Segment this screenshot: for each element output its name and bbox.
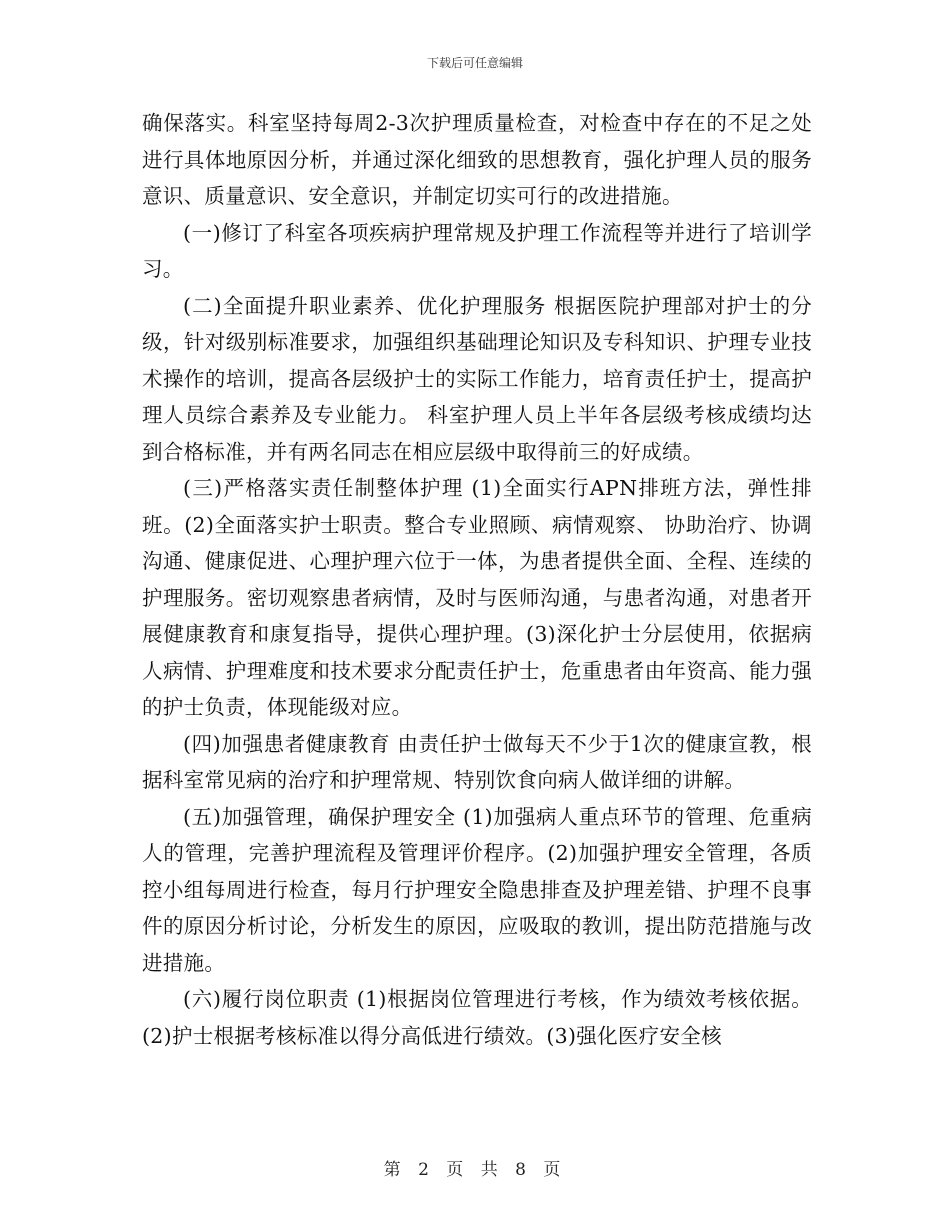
paragraph-section-2: (二)全面提升职业素养、优化护理服务 根据医院护理部对护士的分级，针对级别标准要求，加强组织基础理论知识及专科知识、护理专业技术操作的培训，提高各层级护士的实际工作能力，培育责任护士，提高护理人员综合素养及专业能力。 科室护理人员上半年各层级考核成绩均达到合格标准，并有两名同志在相应层级中取得前三的好成绩。 — [142, 293, 812, 464]
paragraph-continuation: 确保落实。科室坚持每周2-3次护理质量检查，对检查中存在的不足之处进行具体地原因分析，并通过深化细致的思想教育，强化护理人员的服务意识、质量意识、安全意识，并制定切实可行的改进措施。 — [142, 111, 812, 208]
paragraph-section-1: (一)修订了科室各项疾病护理常规及护理工作流程等并进行了培训学习。 — [142, 220, 812, 281]
page-header-note: 下载后可任意编辑 — [426, 56, 523, 70]
paragraph-section-4: (四)加强患者健康教育 由责任护士做每天不少于1次的健康宣教，根据科室常见病的治疗和护理常规、特别饮食向病人做详细的讲解。 — [142, 731, 812, 792]
page-number-footer: 第 2 页 共 8 页 — [383, 1160, 567, 1180]
paragraph-section-3: (三)严格落实责任制整体护理 (1)全面实行APN排班方法，弹性排班。(2)全面落实护士职责。整合专业照顾、病情观察、 协助治疗、协调沟通、健康促进、心理护理六位于一体，为患者提供全面、全程、连续的护理服务。密切观察患者病情，及时与医师沟通，与患者沟通，对患者开展健康教育和康复指导，提供心理护理。(3)深化护士分层使用，依据病人病情、护理难度和技术要求分配责任护士，危重患者由年资高、能力强的护士负责，体现能级对应。 — [142, 476, 812, 719]
paragraph-section-5: (五)加强管理，确保护理安全 (1)加强病人重点环节的管理、危重病人的管理，完善护理流程及管理评价程序。(2)加强护理安全管理，各质控小组每周进行检查，每月行护理安全隐患排查及护理差错、护理不良事件的原因分析讨论，分析发生的原因，应吸取的教训，提出防范措施与改进措施。 — [142, 804, 812, 975]
document-body — [142, 105, 812, 1054]
paragraph-section-6: (六)履行岗位职责 (1)根据岗位管理进行考核，作为绩效考核依据。(2)护士根据考核标准以得分高低进行绩效。(3)强化医疗安全核 — [142, 987, 812, 1048]
